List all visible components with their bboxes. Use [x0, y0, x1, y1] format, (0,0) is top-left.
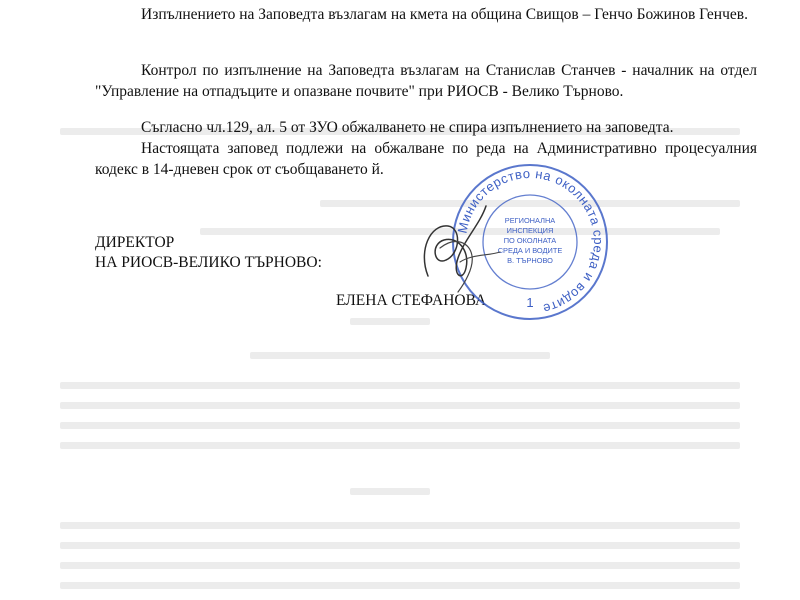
stamp-inner-line: РЕГИОНАЛНА: [504, 216, 556, 225]
bleed-through-line: [350, 318, 430, 325]
bleed-through-line: [60, 562, 740, 569]
signatory-name: ЕЛЕНА СТЕФАНОВА: [336, 292, 487, 309]
bleed-through-line: [60, 522, 740, 529]
paragraph-appeal-procedure: Настоящата заповед подлежи на обжалване по реда на Административно процесуалния кодекс в 14-дневен срок от съобщаването й.: [95, 140, 757, 178]
bleed-through-line: [250, 352, 550, 359]
stamp-inner-line: СРЕДА И ВОДИТЕ: [497, 246, 563, 255]
stamp-inner-line: В. ТЪРНОВО: [507, 256, 553, 265]
bleed-through-line: [60, 542, 740, 549]
bleed-through-line: [60, 582, 740, 589]
bleed-through-line: [350, 488, 430, 495]
paragraph-appeal-effect: Съгласно чл.129, ал. 5 от ЗУО обжалването не спира изпълнението на заповедта.: [141, 119, 674, 136]
stamp-inner-line: ПО ОКОЛНАТА: [503, 236, 557, 245]
bleed-through-line: [60, 382, 740, 389]
signatory-title-line1: ДИРЕКТОР: [95, 234, 175, 251]
paragraph-execution: Изпълнението на Заповедта възлагам на кмета на община Свищов – Генчо Божинов Генчев.: [141, 6, 748, 23]
stamp-number: 1: [526, 295, 534, 310]
paragraph-control: Контрол по изпълнение на Заповедта възлагам на Станислав Станчев - началник на отдел "Управление на отпадъците и опазване почвите" при РИОСВ - Велико Търново.: [95, 62, 757, 100]
handwritten-signature: [400, 196, 520, 296]
stamp-outer-text: Министерство на околната среда и водите: [454, 165, 607, 317]
bleed-through-line: [60, 422, 740, 429]
stamp-inner-line: ИНСПЕКЦИЯ: [506, 226, 554, 235]
signatory-title-line2: НА РИОСВ-ВЕЛИКО ТЪРНОВО:: [95, 254, 322, 271]
bleed-through-line: [60, 442, 740, 449]
bleed-through-line: [60, 402, 740, 409]
